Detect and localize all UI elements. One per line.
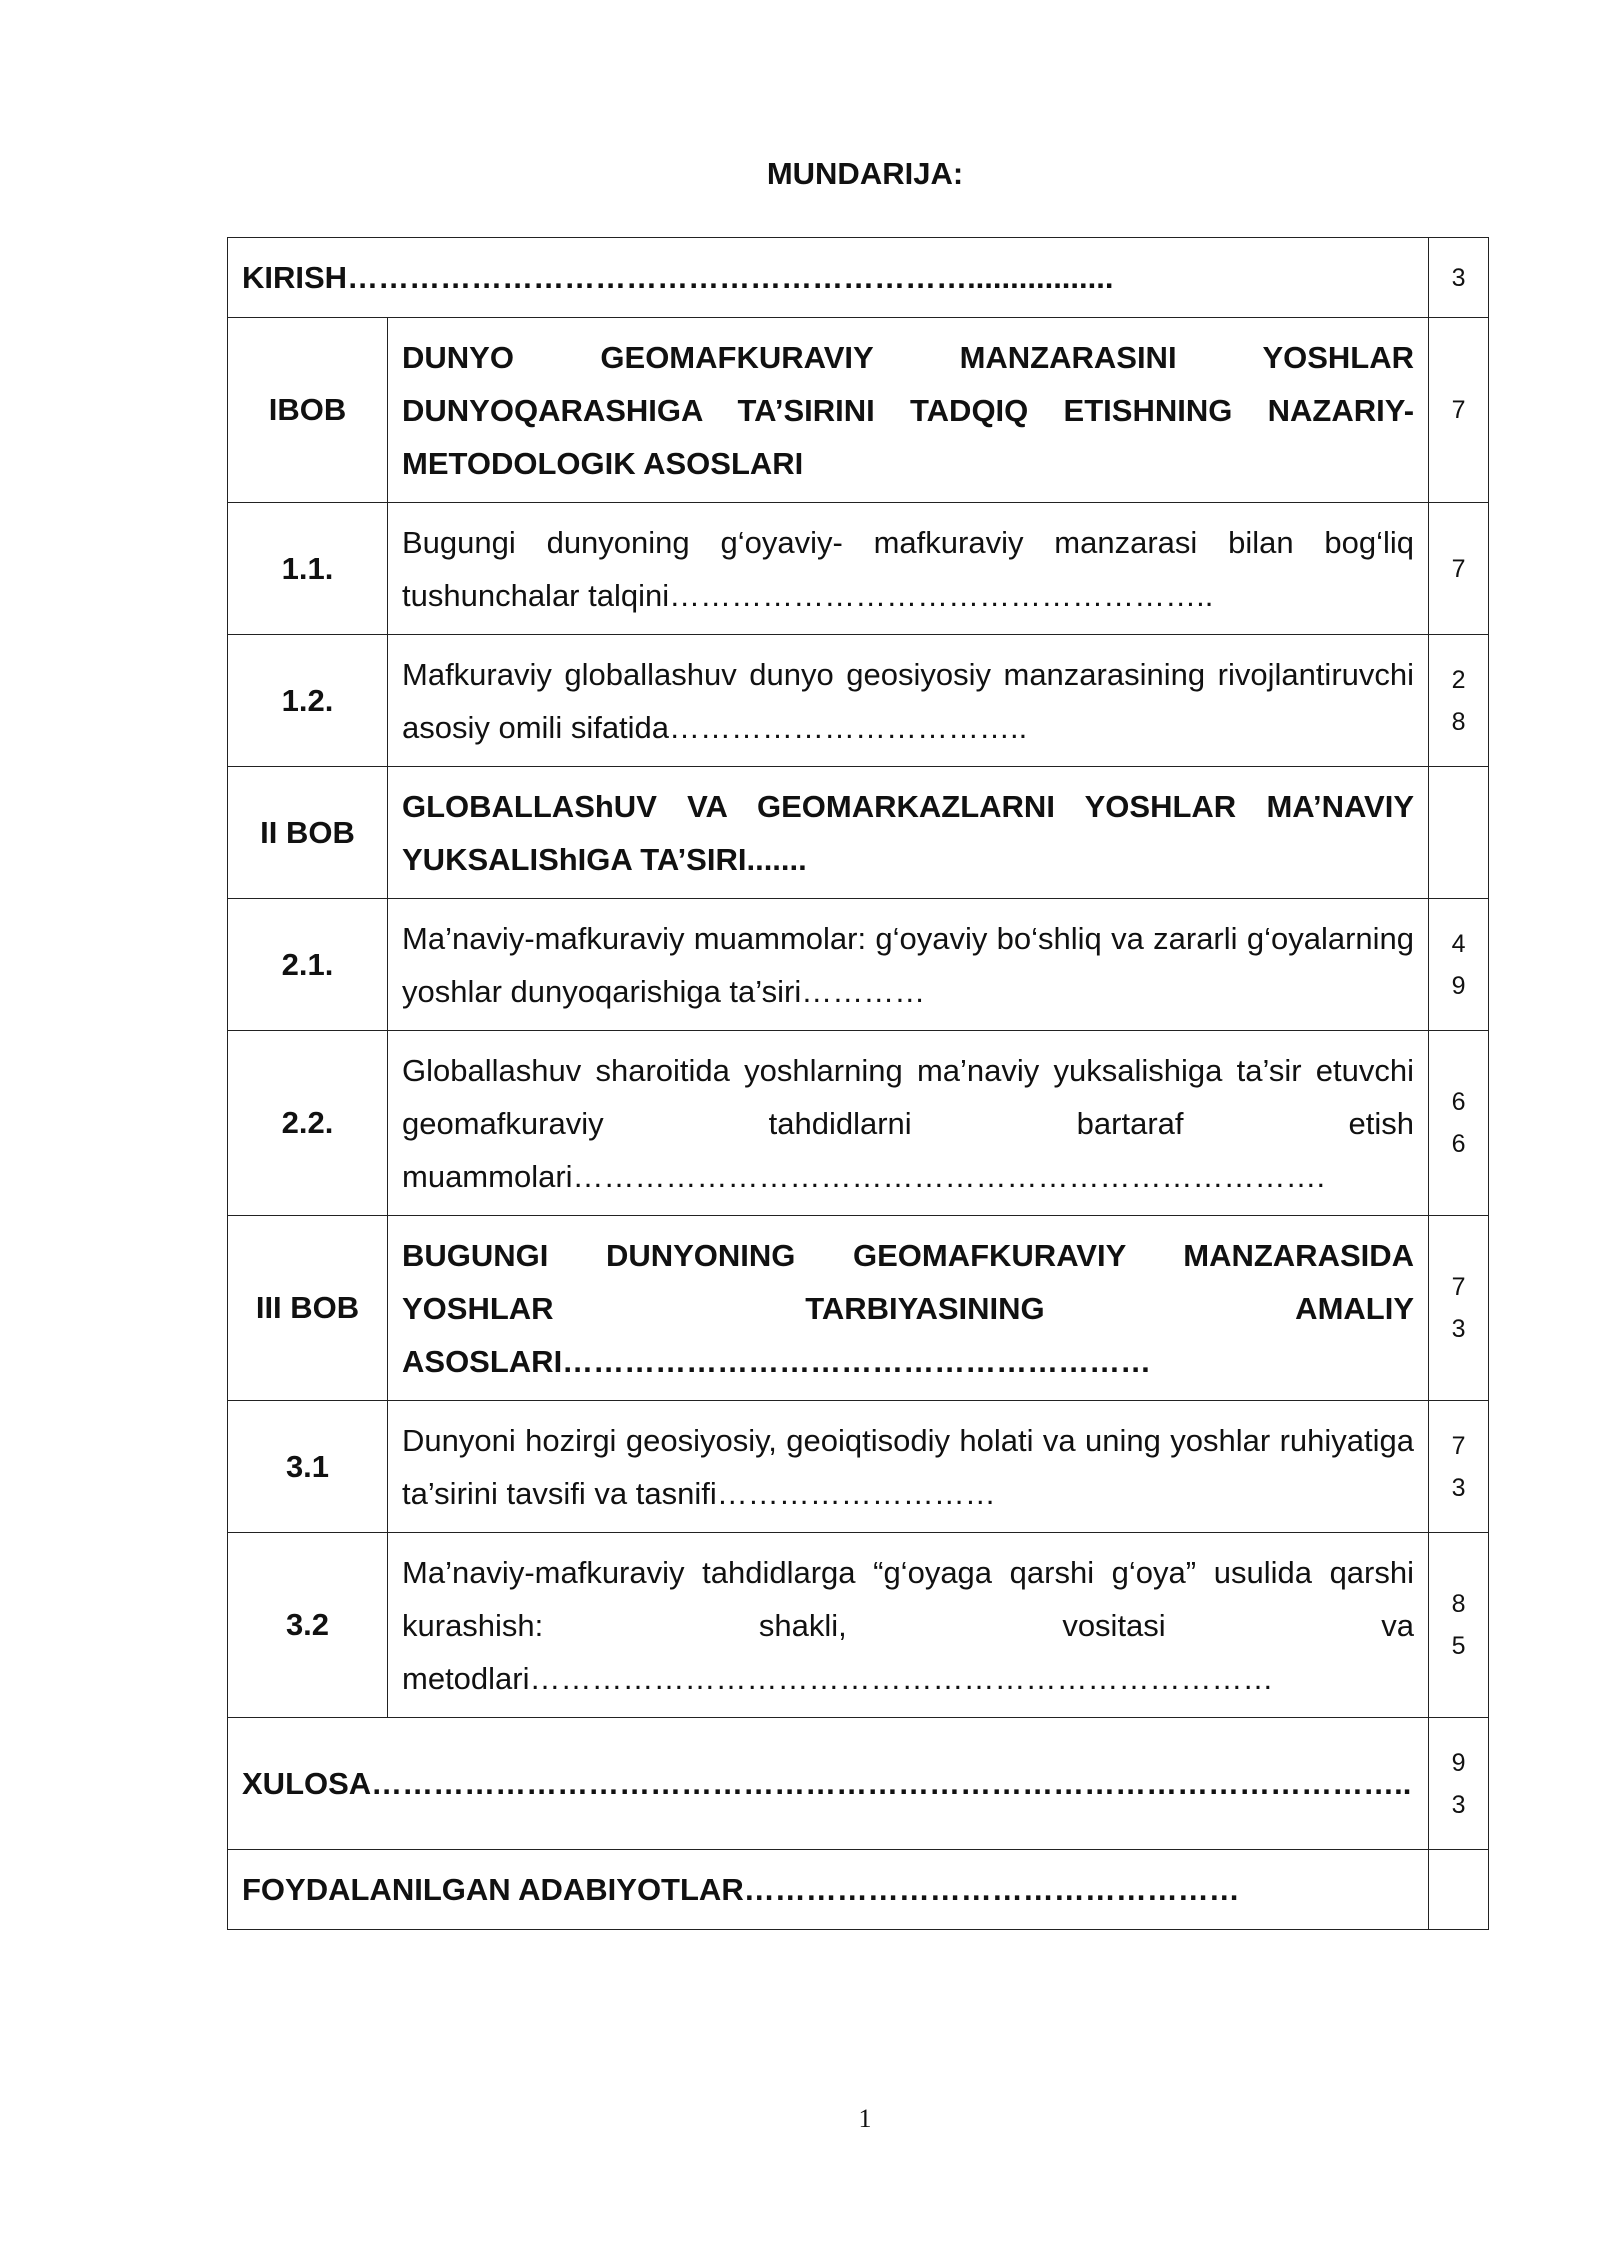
toc-page-number [1429, 899, 1489, 1031]
toc-row-chapter-3 [228, 1216, 1489, 1401]
toc-page-number [1429, 1401, 1489, 1533]
toc-entry-title: Mafkuraviy globallashuv dunyo geosiyosiy manzarasining rivojlantiruvchi asosiy omili sifatida…………………………….. [388, 635, 1429, 767]
toc-page-number: 3 [1429, 238, 1489, 318]
toc-entry-title: KIRISH……………………………………………………................. [228, 238, 1429, 318]
toc-page-number [1429, 1850, 1489, 1930]
toc-entry-number: III BOB [228, 1216, 388, 1401]
toc-entry-title: Ma’naviy-mafkuraviy muammolar: g‘oyaviy bo‘shliq va zararli g‘oyalarning yoshlar dunyoqarishiga ta’siri………… [388, 899, 1429, 1031]
toc-entry-title: Globallashuv sharoitida yoshlarning ma’naviy yuksalishiga ta’sir etuvchi geomafkuraviy tahdidlarni bartaraf etish muammolari………………………………………………………………. [388, 1031, 1429, 1216]
toc-entry-title: Bugungi dunyoning g‘oyaviy- mafkuraviy manzarasi bilan bog‘liq tushunchalar talqini…………………………………………….. [388, 503, 1429, 635]
page-digit: 2 [1451, 665, 1466, 694]
toc-row-section-1-2 [228, 635, 1489, 767]
toc-row-xulosa [228, 1718, 1489, 1850]
page-digit: 6 [1451, 1088, 1466, 1116]
toc-row-references [228, 1850, 1489, 1930]
toc-entry-number: 2.1. [228, 899, 388, 1031]
toc-entry-title: XULOSA……………………………………………………………………………………….. [228, 1718, 1429, 1850]
toc-row-chapter-2 [228, 767, 1489, 899]
toc-entry-title: FOYDALANILGAN ADABIYOTLAR………………………………………… [228, 1850, 1429, 1930]
toc-entry-number: 3.1 [228, 1401, 388, 1533]
toc-entry-number: 2.2. [228, 1031, 388, 1216]
toc-page-number [1429, 635, 1489, 767]
toc-page-number: 7 [1429, 318, 1489, 503]
toc-row-section-3-1 [228, 1401, 1489, 1533]
page-title: MUNDARIJA: [766, 156, 964, 191]
page-digit: 5 [1451, 1632, 1466, 1660]
toc-entry-number: 1.1. [228, 503, 388, 635]
toc-entry-title: BUGUNGI DUNYONING GEOMAFKURAVIY MANZARASIDA YOSHLAR TARBIYASINING AMALIY ASOSLARI………………………………………………… [388, 1216, 1429, 1401]
page-digit: 3 [1451, 1790, 1466, 1819]
toc-entry-number: 1.2. [228, 635, 388, 767]
page-digit: 4 [1451, 929, 1466, 958]
toc-row-kirish [228, 238, 1489, 318]
page-digit: 9 [1451, 1748, 1466, 1777]
toc-row-section-1-1 [228, 503, 1489, 635]
page-digit: 7 [1451, 1431, 1466, 1460]
toc-entry-number: II BOB [228, 767, 388, 899]
toc-page-number [1429, 1533, 1489, 1718]
page-digit: 8 [1451, 1590, 1466, 1618]
toc-entry-title: Ma’naviy-mafkuraviy tahdidlarga “g‘oyaga qarshi g‘oya” usulida qarshi kurashish: shakli, vositasi va metodlari……………………………………………………………… [388, 1533, 1429, 1718]
toc-row-section-2-1 [228, 899, 1489, 1031]
footer-page-number: 1 [858, 2104, 872, 2133]
page-digit: 3 [1451, 1315, 1466, 1343]
page-digit: 8 [1451, 707, 1466, 736]
page-digit: 6 [1451, 1130, 1466, 1158]
toc-row-section-2-2 [228, 1031, 1489, 1216]
toc-entry-title: GLOBALLAShUV VA GEOMARKAZLARNI YOSHLAR MA’NAVIY YUKSALIShIGA TA’SIRI....... [388, 767, 1429, 899]
toc-row-section-3-2 [228, 1533, 1489, 1718]
toc-entry-title: DUNYO GEOMAFKURAVIY MANZARASINI YOSHLAR DUNYOQARASHIGA TA’SIRINI TADQIQ ETISHNING NAZARIY-METODOLOGIK ASOSLARI [388, 318, 1429, 503]
page-digit: 7 [1451, 1273, 1466, 1301]
toc-entry-number: IBOB [228, 318, 388, 503]
table-of-contents [227, 237, 1489, 1930]
toc-page-number [1429, 1031, 1489, 1216]
toc-entry-number: 3.2 [228, 1533, 388, 1718]
toc-row-chapter-1 [228, 318, 1489, 503]
page-digit: 9 [1451, 971, 1466, 1000]
toc-entry-title: Dunyoni hozirgi geosiyosiy, geoiqtisodiy holati va uning yoshlar ruhiyatiga ta’sirini tavsifi va tasnifi……………………… [388, 1401, 1429, 1533]
toc-page-number: 7 [1429, 503, 1489, 635]
toc-page-number [1429, 767, 1489, 899]
toc-page-number [1429, 1718, 1489, 1850]
toc-page-number [1429, 1216, 1489, 1401]
page-digit: 3 [1451, 1473, 1466, 1502]
